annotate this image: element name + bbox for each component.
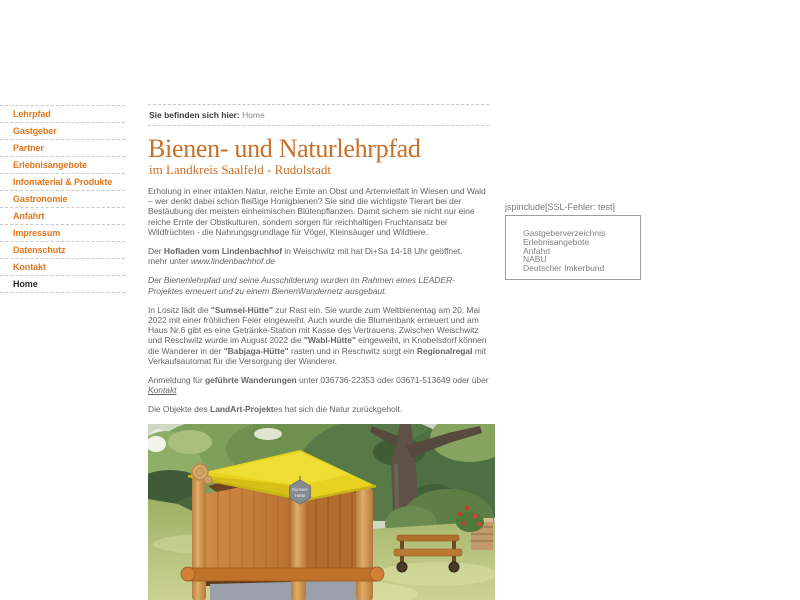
breadcrumb bbox=[148, 104, 489, 126]
sidebar-item-kontakt[interactable]: Kontakt bbox=[0, 259, 125, 276]
sidebar-item-infomaterial-produkte[interactable]: Infomaterial & Produkte bbox=[0, 174, 125, 191]
page-subtitle: im Landkreis Saalfeld - Rudolstadt bbox=[149, 162, 331, 177]
text-segment: rasten und in Reschwitz sorgt ein bbox=[288, 345, 417, 356]
sidebar-item-gastronomie[interactable]: Gastronomie bbox=[0, 191, 125, 208]
sidebar-item-anfahrt[interactable]: Anfahrt bbox=[0, 208, 125, 225]
sidebar-item-home[interactable]: Home bbox=[0, 276, 125, 293]
text-segment: Der Bienenlehrpfad und seine Ausschilderung wurden im Rahmen eines LEADER-Projektes erneuert und zu einem BienenWandernetz ausgebaut. bbox=[148, 275, 455, 296]
sidebar-item-erlebnisangebote[interactable]: Erlebnisangebote bbox=[0, 157, 125, 174]
text-segment: in Weischwitz mit hat Di+Sa 14-18 Uhr geöffnet. bbox=[282, 246, 463, 257]
text-segment: mehr unter bbox=[148, 256, 191, 267]
links-box bbox=[505, 215, 641, 280]
text-segment: "Wabl-Hütte" bbox=[303, 335, 356, 346]
paragraph bbox=[148, 305, 489, 366]
photo-of-sumsel-huette bbox=[148, 424, 495, 600]
text-segment: Anmeldung für bbox=[148, 375, 205, 386]
breadcrumb-label: Sie befinden sich hier: bbox=[149, 110, 240, 120]
text-segment: Der bbox=[148, 246, 164, 257]
article-body bbox=[148, 186, 489, 415]
paragraph bbox=[148, 404, 489, 414]
text-segment: LandArt-Projekt bbox=[210, 404, 274, 415]
sidebar-item-partner[interactable]: Partner bbox=[0, 140, 125, 157]
page-title: Bienen- und Naturlehrpfad bbox=[148, 134, 421, 163]
text-segment: Regionalregal bbox=[416, 345, 473, 356]
text-segment: "Sumsel-Hütte" bbox=[210, 304, 273, 315]
main-content bbox=[148, 104, 489, 600]
text-segment: Erholung in einer intakten Natur, reiche Ernte an Obst und Artenvielfalt in Wiesen und Wald – wer denkt dabei schon fleißige Honigbienen? Sie sind die wichtigste Tierart bei der Bestäubung der meisten einheimischen Blütenpflanzen. Damit sichern sie nicht nur eine reiche Ernte der Obstkulturen, sondern sorgen für reichhaltigen Fruchtansatz bei Wildfrüchten - die Nahrungsgrundlage für Vögel, Kleinsäuger und Wildtiere. bbox=[148, 186, 486, 237]
text-segment: Die Objekte des bbox=[148, 404, 211, 415]
paragraph bbox=[148, 275, 489, 295]
link-kontakt[interactable]: Kontakt bbox=[148, 385, 177, 396]
text-segment: "Babjaga-Hütte" bbox=[223, 345, 289, 356]
paragraph bbox=[148, 375, 489, 395]
include-error-text: jspinclude[SSL-Fehler: test] bbox=[505, 202, 616, 212]
link-lindenbachhof[interactable]: www.lindenbachhof.de bbox=[190, 256, 275, 267]
text-segment: eingeweiht, in Knobelsdorf können die Wanderer in der bbox=[148, 335, 487, 356]
text-segment: geführte Wanderungen bbox=[204, 375, 297, 386]
box-link-deutscher-imkerbund[interactable]: Deutscher Imkerbund bbox=[523, 263, 605, 274]
sidebar-item-impressum[interactable]: Impressum bbox=[0, 225, 125, 242]
paragraph bbox=[148, 246, 489, 266]
box-link-nabu[interactable]: NABU bbox=[523, 254, 547, 265]
text-segment: mit Verkaufsautomat für die Versorgung der Wanderer. bbox=[148, 345, 486, 366]
text-segment: zur Rast ein. Sie wurde zum Weltbienentag am 20. Mai 2022 mit einer fröhlichen Feier eingeweiht. Auch wurde die Blumenbank erneuert und am Haus Nr.6 gibt es eine Getränke-Station mit Kasse des Vertrauens. Zwischen Weischwitz und Reschwitz wurde im August 2022 die bbox=[148, 304, 480, 346]
text-segment: unter 036736-22353 oder 03671-513649 oder über bbox=[296, 375, 489, 386]
sidebar-item-datenschutz[interactable]: Datenschutz bbox=[0, 242, 125, 259]
box-link-erlebnisangebote[interactable]: Erlebnisangebote bbox=[523, 236, 590, 247]
sidebar-item-gastgeber[interactable]: Gastgeber bbox=[0, 123, 125, 140]
text-segment: es hat sich die Natur zurückgeholt. bbox=[273, 404, 403, 415]
include-sidebox bbox=[505, 202, 641, 280]
paragraph bbox=[148, 186, 489, 237]
hut-sign-line1: Sumsel- bbox=[291, 486, 309, 492]
text-segment: In Lositz lädt die bbox=[148, 304, 211, 315]
text-segment: Hofladen vom Lindenbachhof bbox=[163, 246, 283, 257]
hut-sign-line2: Hütte bbox=[294, 492, 306, 498]
sidebar-nav bbox=[0, 105, 125, 293]
sidebar-item-lehrpfad[interactable]: Lehrpfad bbox=[0, 105, 125, 123]
breadcrumb-current: Home bbox=[242, 110, 265, 120]
box-link-gastgeberverzeichnis[interactable]: Gastgeberverzeichnis bbox=[523, 228, 606, 238]
box-link-anfahrt[interactable]: Anfahrt bbox=[523, 245, 551, 256]
